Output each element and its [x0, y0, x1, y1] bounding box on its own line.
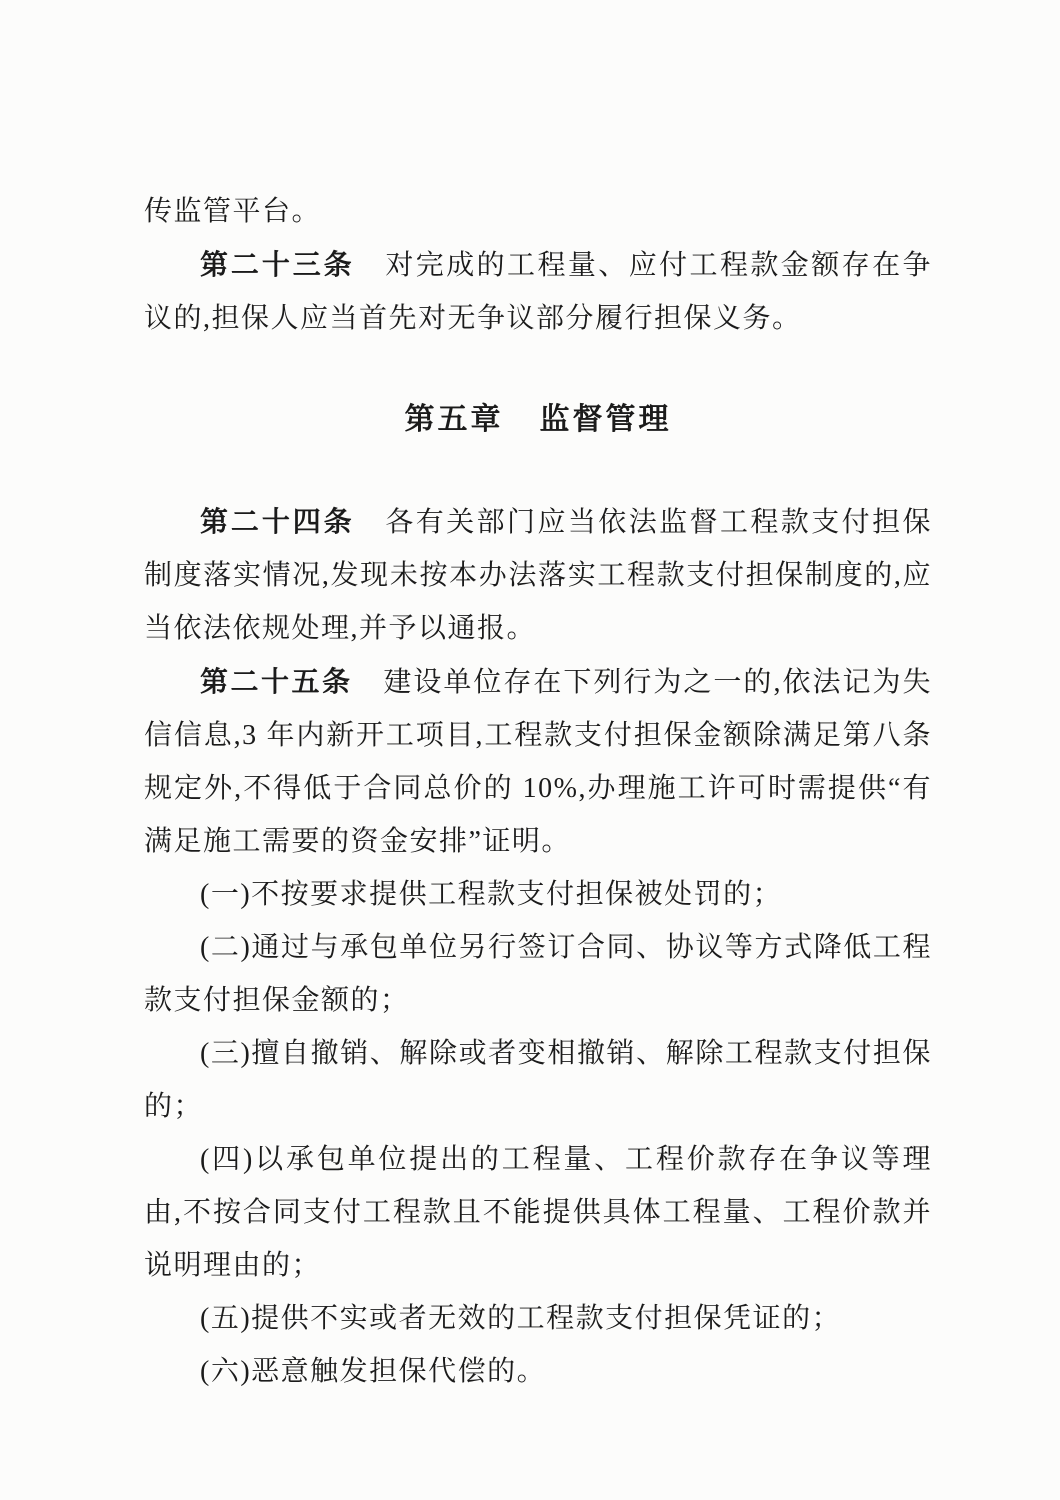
chapter-heading [144, 392, 932, 448]
article-25-paragraph [144, 655, 932, 868]
article-23-label: 第二十三条 [200, 249, 355, 280]
list-item-4: (四)以承包单位提出的工程量、工程价款存在争议等理由,不按合同支付工程款且不能提供具体工程量、工程价款并说明理由的； [144, 1144, 932, 1281]
article-24-body: 各有关部门应当依法监督工程款支付担保制度落实情况,发现未按本办法落实工程款支付担保制度的,应当依法依规处理,并予以通报。 [144, 507, 932, 644]
chapter-number: 第五章 [404, 403, 504, 436]
article-25-label: 第二十五条 [200, 666, 353, 697]
article-25-body: 建设单位存在下列行为之一的,依法记为失信信息,3 年内新开工项目,工程款支付担保金额除满足第八条规定外,不得低于合同总价的 10%,办理施工许可时需提供“有满足施工需要的资金安排”证明。 [144, 667, 932, 857]
article-23-paragraph [144, 238, 932, 345]
list-item-5: (五)提供不实或者无效的工程款支付担保凭证的； [200, 1303, 842, 1334]
page-body-text [144, 185, 932, 1398]
chapter-title: 监督管理 [539, 403, 672, 436]
article-24-paragraph [144, 495, 932, 655]
list-item-3: (三)擅自撤销、解除或者变相撤销、解除工程款支付担保的； [144, 1038, 932, 1122]
article-23-body: 对完成的工程量、应付工程款金额存在争议的,担保人应当首先对无争议部分履行担保义务。 [144, 250, 932, 334]
article-24-label: 第二十四条 [200, 506, 355, 537]
list-item-6: (六)恶意触发担保代偿的。 [200, 1356, 547, 1387]
list-item-1: (一)不按要求提供工程款支付担保被处罚的； [200, 879, 783, 910]
paragraph-continuation: 传监管平台。 [144, 196, 322, 227]
list-item-2: (二)通过与承包单位另行签订合同、协议等方式降低工程款支付担保金额的； [144, 932, 932, 1016]
